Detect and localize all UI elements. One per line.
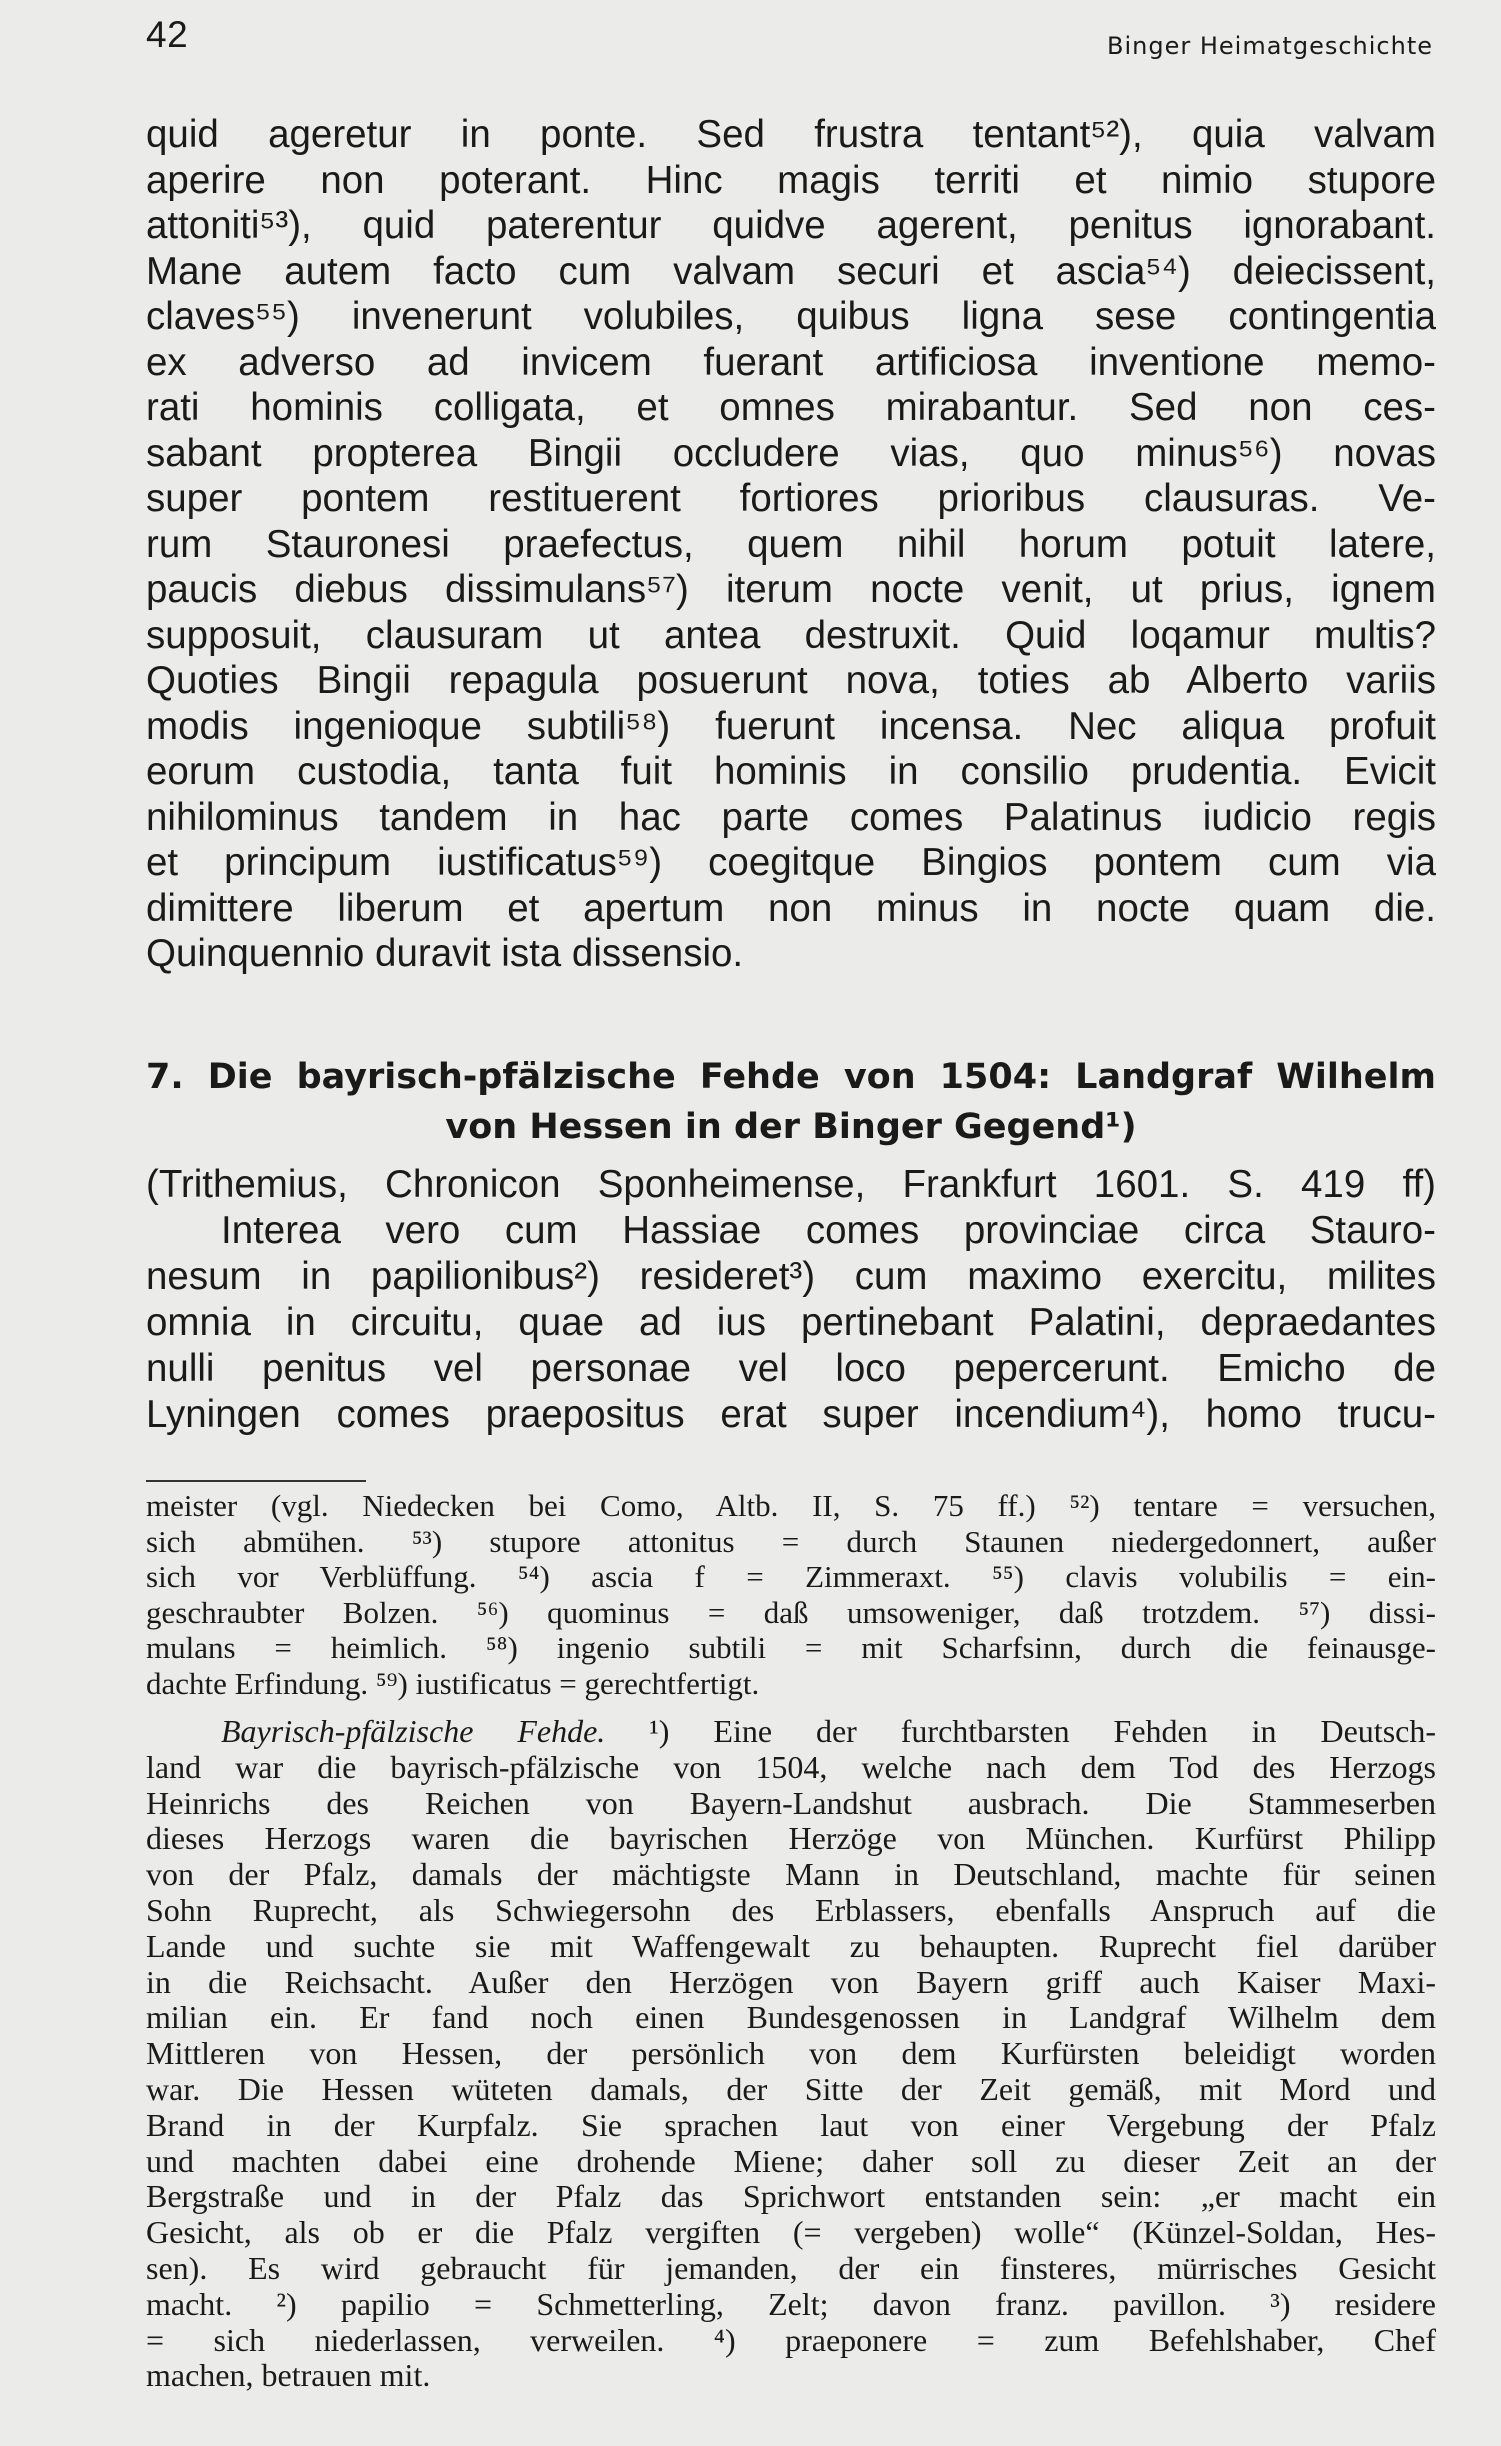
commentary-line: dieses Herzogs waren die bayrischen Herzöge von München. Kurfürst Philipp bbox=[146, 1821, 1436, 1857]
section-heading-line-2: von Hessen in der Binger Gegend¹) bbox=[445, 1107, 1137, 1147]
text-line: Quoties Bingii repagula posuerunt nova, toties ab Alberto variis bbox=[146, 659, 1436, 702]
page-header bbox=[0, 0, 1501, 80]
commentary-line: machen, betrauen mit. bbox=[146, 2358, 431, 2394]
latin-main-text bbox=[146, 112, 1436, 977]
commentary-line: Brand in der Kurpfalz. Sie sprachen laut von einer Vergebung der Pfalz bbox=[146, 2107, 1436, 2143]
footnote-line: meister (vgl. Niedecken bei Como, Altb. II, S. 75 ff.) ⁵²) tentare = versuchen, bbox=[146, 1488, 1436, 1523]
text-line: nulli penitus vel personae vel loco pepercerunt. Emicho de bbox=[146, 1347, 1436, 1390]
text-line: paucis diebus dissimulans⁵⁷) iterum nocte venit, ut prius, ignem bbox=[146, 568, 1436, 611]
commentary bbox=[146, 1714, 1436, 2394]
text-line: claves⁵⁵) invenerunt volubiles, quibus ligna sese contingentia bbox=[146, 295, 1436, 338]
text-line: Mane autem facto cum valvam securi et ascia⁵⁴) deiecissent, bbox=[146, 249, 1436, 293]
commentary-line: land war die bayrisch-pfälzische von 1504, welche nach dem Tod des Herzogs bbox=[146, 1749, 1436, 1785]
commentary-line: Lande und suchte sie mit Waffengewalt zu behaupten. Ruprecht fiel darüber bbox=[146, 1928, 1436, 1964]
commentary-lead: Bayrisch-pfälzische Fehde. bbox=[221, 1714, 606, 1749]
section-latin-text bbox=[146, 1208, 1436, 1438]
text-line: nihilominus tandem in hac parte comes Palatinus iudicio regis bbox=[146, 795, 1436, 839]
running-title: Binger Heimatgeschichte bbox=[1107, 32, 1433, 60]
text-line: rati hominis colligata, et omnes mirabantur. Sed non ces- bbox=[146, 386, 1436, 429]
source-citation bbox=[146, 1162, 1436, 1208]
text-line: ex adverso ad invicem fuerant artificiosa inventione memo- bbox=[146, 340, 1436, 384]
text-line: quid ageretur in ponte. Sed frustra tentant⁵²), quia valvam bbox=[146, 113, 1436, 156]
text-line: omnia in circuitu, quae ad ius pertinebant Palatini, depraedantes bbox=[146, 1301, 1436, 1344]
footnotes bbox=[146, 1488, 1436, 1701]
footnote-line: geschraubter Bolzen. ⁵⁶) quominus = daß umsoweniger, daß trotzdem. ⁵⁷) dissi- bbox=[146, 1594, 1436, 1630]
text-line: attoniti⁵³), quid paterentur quidve agerent, penitus ignorabant. bbox=[146, 204, 1436, 247]
commentary-line: Sohn Ruprecht, als Schwiegersohn des Erblassers, ebenfalls Anspruch auf die bbox=[146, 1892, 1436, 1928]
text-line: et principum iustificatus⁵⁹) coegitque Bingios pontem cum via bbox=[146, 841, 1436, 884]
text-line: Lyningen comes praepositus erat super incendium⁴), homo trucu- bbox=[146, 1393, 1436, 1436]
commentary-line: von der Pfalz, damals der mächtigste Mann in Deutschland, machte für seinen bbox=[146, 1857, 1436, 1893]
commentary-line bbox=[146, 1714, 1436, 1750]
commentary-line: macht. ²) papilio = Schmetterling, Zelt; davon franz. pavillon. ³) residere bbox=[146, 2286, 1436, 2322]
commentary-line: sen). Es wird gebraucht für jemanden, der ein finsteres, mürrisches Gesicht bbox=[146, 2250, 1436, 2286]
commentary-line: Bergstraße und in der Pfalz das Sprichwort entstanden sein: „er macht ein bbox=[146, 2179, 1436, 2215]
commentary-line: und machten dabei eine drohende Miene; daher soll zu dieser Zeit an der bbox=[146, 2143, 1436, 2179]
footnote-line: sich abmühen. ⁵³) stupore attonitus = durch Staunen niedergedonnert, außer bbox=[146, 1523, 1436, 1559]
text-line: Quinquennio duravit ista dissensio. bbox=[146, 932, 744, 975]
commentary-line: Mittleren von Hessen, der persönlich von dem Kurfürsten beleidigt worden bbox=[146, 2036, 1436, 2072]
text-line: supposuit, clausuram ut antea destruxit. Quid loqamur multis? bbox=[146, 613, 1436, 657]
footnote-divider bbox=[146, 1480, 366, 1482]
commentary-line: milian ein. Er fand noch einen Bundesgenossen in Landgraf Wilhelm dem bbox=[146, 2000, 1436, 2036]
citation-line: (Trithemius, Chronicon Sponheimense, Frankfurt 1601. S. 419 ff) bbox=[146, 1163, 1436, 1206]
text-line: eorum custodia, tanta fuit hominis in consilio prudentia. Evicit bbox=[146, 750, 1436, 793]
text-line: super pontem restituerent fortiores prioribus clausuras. Ve- bbox=[146, 477, 1436, 520]
page-number: 42 bbox=[146, 14, 189, 55]
text-line: nesum in papilionibus²) resideret³) cum maximo exercitu, milites bbox=[146, 1255, 1436, 1298]
text-line: modis ingenioque subtili⁵⁸) fuerunt incensa. Nec aliqua profuit bbox=[146, 704, 1436, 748]
text-line: aperire non poterant. Hinc magis territi et nimio stupore bbox=[146, 158, 1436, 202]
text-line: Interea vero cum Hassiae comes provinciae circa Stauro- bbox=[221, 1209, 1436, 1252]
text-line: rum Stauronesi praefectus, quem nihil horum potuit latere, bbox=[146, 522, 1436, 566]
footnote-line: dachte Erfindung. ⁵⁹) iustificatus = gerechtfertigt. bbox=[146, 1665, 760, 1701]
section-heading-line-1: 7. Die bayrisch-pfälzische Fehde von 1504: Landgraf Wilhelm bbox=[146, 1057, 1436, 1097]
commentary-line: war. Die Hessen wüteten damals, der Sitte der Zeit gemäß, mit Mord und bbox=[146, 2071, 1436, 2107]
section-heading bbox=[146, 1052, 1436, 1152]
text-line: sabant propterea Bingii occludere vias, quo minus⁵⁶) novas bbox=[146, 431, 1436, 475]
commentary-line: = sich niederlassen, verweilen. ⁴) praeponere = zum Befehlshaber, Chef bbox=[146, 2322, 1436, 2358]
footnote-line: mulans = heimlich. ⁵⁸) ingenio subtili = mit Scharfsinn, durch die feinausge- bbox=[146, 1630, 1436, 1665]
commentary-line: Gesicht, als ob er die Pfalz vergiften (= vergeben) wolle“ (Künzel-Soldan, Hes- bbox=[146, 2215, 1436, 2251]
text-line: dimittere liberum et apertum non minus in nocte quam die. bbox=[146, 886, 1436, 930]
footnote-line: sich vor Verblüffung. ⁵⁴) ascia f = Zimmeraxt. ⁵⁵) clavis volubilis = ein- bbox=[146, 1559, 1436, 1594]
commentary-first-rest: ¹) Eine der furchtbarsten Fehden in Deutsch- bbox=[605, 1714, 1436, 1749]
commentary-line: Heinrichs des Reichen von Bayern-Landshut ausbrach. Die Stammeserben bbox=[146, 1785, 1436, 1821]
commentary-line: in die Reichsacht. Außer den Herzögen von Bayern griff auch Kaiser Maxi- bbox=[146, 1964, 1436, 2000]
